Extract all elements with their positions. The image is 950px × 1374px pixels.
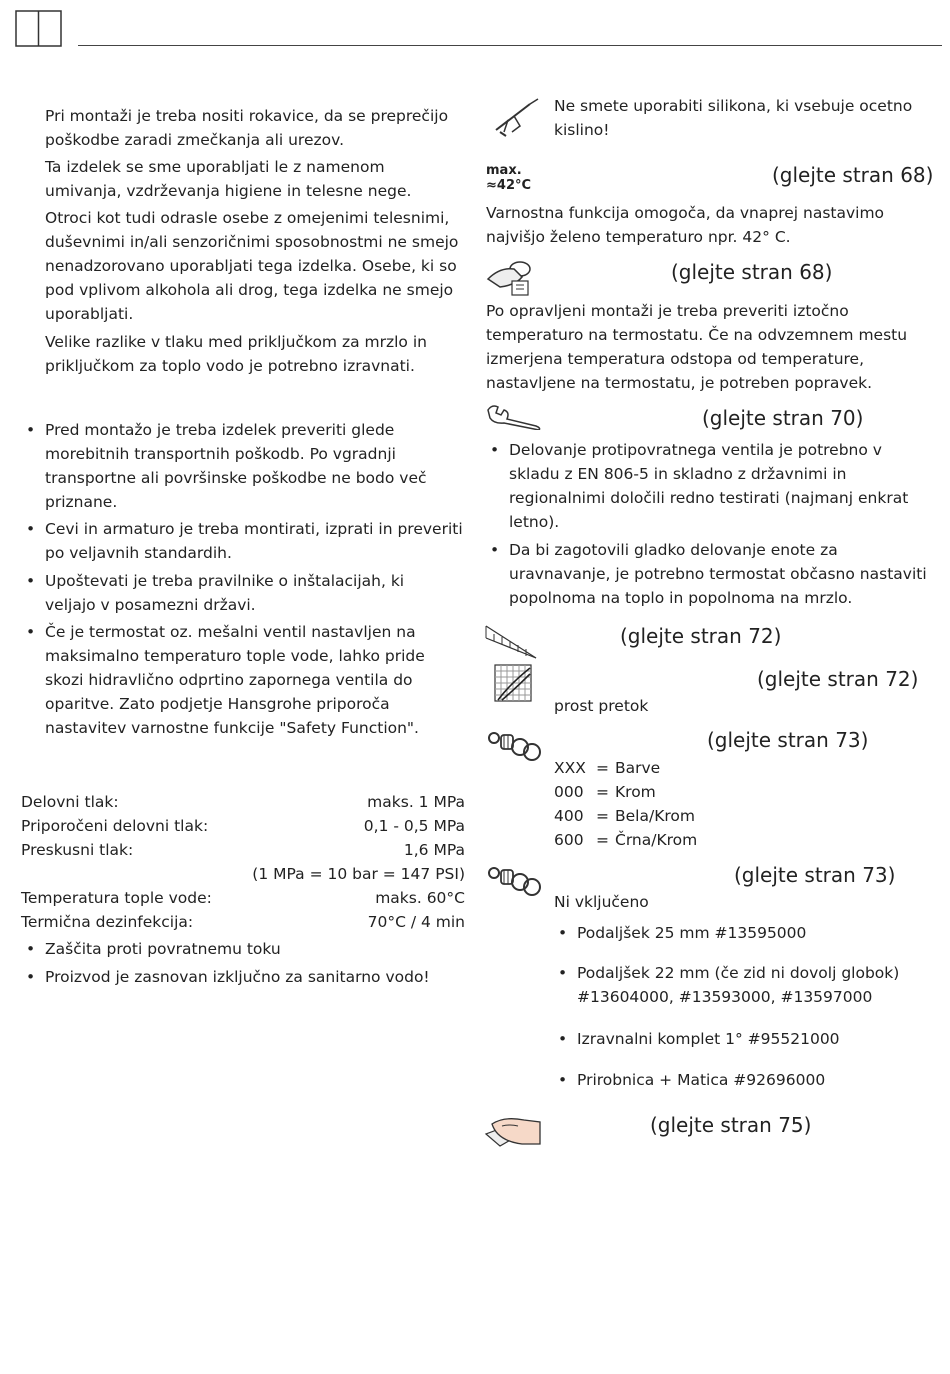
install-bullet: • Če je termostat oz. mešalni ventil nastavljen na maksimalno temperaturo tople vode, lahko pride skozi hidravlično odprtino zapornega ventila do oparitve. Zato podjetje Hansgrohe priporoča nastavitev varnostne funkcije "Safety Function". [22, 620, 445, 740]
color-code: 000 [554, 783, 584, 801]
tech-value: 70°C / 4 min [367, 913, 465, 931]
manual-book-icon [15, 10, 63, 52]
cleaning-hand-icon [484, 1112, 542, 1154]
tech-label: Preskusni tlak: [21, 841, 134, 859]
tech-row [21, 790, 465, 814]
page-reference: (glejte stran 72) [757, 667, 919, 691]
silicone-warning: Ne smete uporabiti silikona, ki vsebuje ocetno kislino! [554, 97, 913, 139]
tech-bullet: • Proizvod je zasnovan izključno za sanitarno vodo! [22, 965, 485, 989]
color-row [554, 828, 697, 852]
accessory-bullet: • Prirobnica + Matica #92696000 [554, 1068, 947, 1092]
tech-value: maks. 60°C [375, 889, 465, 907]
spare-parts-icon [486, 728, 542, 766]
color-row [554, 804, 697, 828]
temp-label: ≈42°C [486, 178, 532, 193]
accessory-bullet: • Podaljšek 22 mm (če zid ni dovolj globok) #13604000, #13593000, #13597000 [554, 961, 942, 1009]
silicone-gun-icon [490, 98, 540, 142]
max-label: max. [486, 163, 522, 178]
color-name: Barve [615, 759, 661, 777]
equals-sign: = [596, 759, 609, 777]
color-name: Črna/Krom [615, 831, 698, 849]
adjust-text: Po opravljeni montaži je treba preveriti iztočno temperaturo na termostatu. Če na odvzemnem mestu izmerjena temperatura odstopa od temperature, nastavljene na termostatu, je potreben popravek. [486, 302, 908, 392]
page-reference: (glejte stran 68) [772, 163, 934, 187]
temperature-adjust-icon [486, 257, 534, 301]
tech-row [21, 886, 465, 910]
tech-value: 0,1 - 0,5 MPa [363, 817, 465, 835]
tech-label: Termična dezinfekcija: [21, 913, 194, 931]
safety-paragraph: Pri montaži je treba nositi rokavice, da se preprečijo poškodbe zaradi zmečkanja ali urezov. [45, 107, 449, 149]
equals-sign: = [596, 831, 609, 849]
tech-label: Delovni tlak: [21, 793, 119, 811]
page-reference: (glejte stran 73) [734, 863, 896, 887]
max-temp-label [486, 163, 531, 193]
color-table [554, 756, 697, 852]
service-bullet: • Delovanje protipovratnega ventila je potrebno v skladu z EN 806-5 in skladno z državnimi in regionalnimi določili redno testirati (najmanj enkrat letno). [486, 438, 934, 534]
color-row [554, 756, 697, 780]
safety-function-text: Varnostna funkcija omogoča, da vnaprej nastavimo najvišjo želeno temperaturo npr. 42° C. [486, 204, 885, 246]
tech-row [21, 838, 465, 862]
tech-row [21, 910, 465, 934]
page-reference: (glejte stran 68) [671, 260, 833, 284]
tech-value: (1 MPa = 10 bar = 147 PSI) [252, 865, 465, 883]
page-reference: (glejte stran 73) [707, 728, 869, 752]
page-reference: (glejte stran 75) [650, 1113, 812, 1137]
install-bullet: • Pred montažo je treba izdelek preveriti glede morebitnih transportnih poškodb. Po vgradnji transportne ali površinske poškodbe ne bodo več priznane. [22, 418, 445, 514]
safety-paragraph: Otroci kot tudi odrasle osebe z omejenimi telesnimi, duševnimi in/ali senzoričnimi sposobnostmi ne smejo nenadzorovano uporabljati tega izdelka. Osebe, ki so pod vplivom alkohola ali drog, tega izdelka ne smejo uporabljati. [45, 209, 459, 323]
install-bullet: • Upoštevati je treba pravilnike o inštalacijah, ki veljajo v posamezni državi. [22, 569, 445, 617]
tech-row [21, 862, 465, 886]
color-code: 600 [554, 831, 584, 849]
page-reference: (glejte stran 72) [620, 624, 782, 648]
color-row [554, 780, 697, 804]
equals-sign: = [596, 807, 609, 825]
accessory-bullet: • Izravnalni komplet 1° #95521000 [554, 1027, 947, 1051]
tech-bullet: • Zaščita proti povratnemu toku [22, 937, 485, 961]
flow-text: prost pretok [554, 697, 649, 715]
tech-value: 1,6 MPa [403, 841, 465, 859]
equals-sign: = [596, 783, 609, 801]
page-reference: (glejte stran 70) [702, 406, 864, 430]
safety-paragraph: Velike razlike v tlaku med priključkom za mrzlo in priključkom za toplo vodo je potrebno izravnati. [45, 333, 427, 375]
safety-paragraph: Ta izdelek se sme uporabljati le z namenom umivanja, vzdrževanja higiene in telesne nege. [45, 158, 412, 200]
color-name: Krom [615, 783, 656, 801]
not-included-label: Ni vključeno [554, 893, 649, 911]
tech-value: maks. 1 MPa [367, 793, 465, 811]
color-code: XXX [554, 759, 586, 777]
color-code: 400 [554, 807, 584, 825]
tech-label: Temperatura tople vode: [21, 889, 212, 907]
service-bullet: • Da bi zagotovili gladko delovanje enote za uravnavanje, je potrebno termostat občasno nastaviti popolnoma na toplo in popolnoma na mrzlo. [486, 538, 934, 610]
color-name: Bela/Krom [615, 807, 695, 825]
header-rule [78, 45, 942, 46]
wrench-icon [486, 404, 542, 434]
accessories-icon [486, 863, 542, 901]
flow-diagram-icon [494, 664, 534, 708]
dimensions-icon [484, 624, 540, 666]
tech-row [21, 814, 465, 838]
accessory-bullet: • Podaljšek 25 mm #13595000 [554, 921, 947, 945]
install-bullet: • Cevi in armaturo je treba montirati, izprati in preveriti po veljavnih standardih. [22, 517, 468, 565]
tech-label: Priporočeni delovni tlak: [21, 817, 209, 835]
